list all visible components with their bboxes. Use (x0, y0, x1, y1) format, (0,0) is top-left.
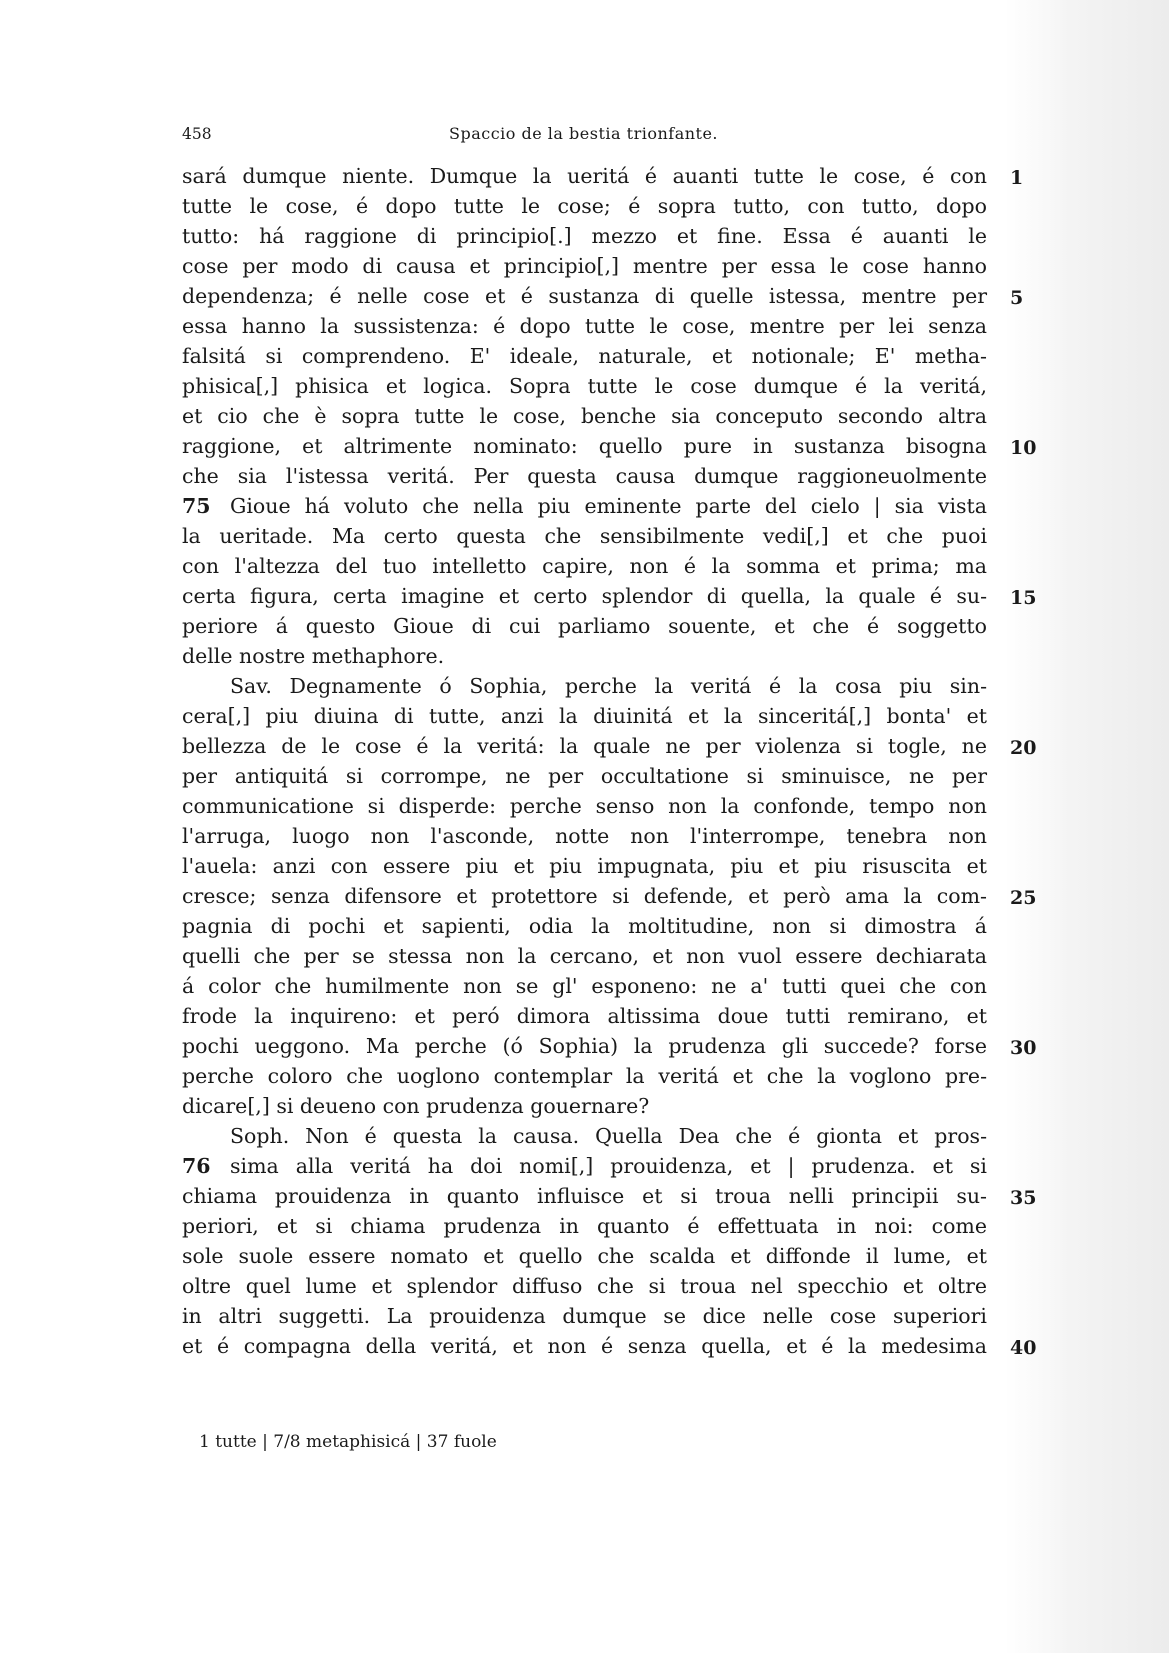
text-line: cose per modo di causa et principio[,] mentre per essa le cose hanno (182, 254, 987, 278)
text-line: certa figura, certa imagine et certo splendor di quella, la quale é su- (182, 584, 987, 608)
text-line: perche coloro che uoglono contemplar la veritá et che la voglono pre- (182, 1064, 987, 1088)
text-line: Gioue há voluto che nella piu eminente parte del cielo | sia vista (230, 494, 987, 518)
text-line: Soph. Non é questa la causa. Quella Dea che é gionta et pros- (230, 1124, 987, 1148)
text-line: periori, et si chiama prudenza in quanto é effettuata in noi: come (182, 1214, 987, 1238)
text-line: dicare[,] si deueno con prudenza gouernare? (182, 1094, 650, 1118)
text-line: con l'altezza del tuo intelletto capire, non é la somma et prima; ma (182, 554, 987, 578)
line-number: 20 (1010, 737, 1037, 759)
text-line: dependenza; é nelle cose et é sustanza di quelle istessa, mentre per (182, 284, 987, 308)
line-number: 35 (1010, 1187, 1037, 1209)
line-number: 15 (1010, 587, 1037, 609)
text-line: pochi ueggono. Ma perche (ó Sophia) la prudenza gli succede? forse (182, 1034, 987, 1058)
text-line: oltre quel lume et splendor diffuso che si troua nel specchio et oltre (182, 1274, 987, 1298)
text-line: chiama prouidenza in quanto influisce et si troua nelli principii su- (182, 1184, 987, 1208)
text-line: essa hanno la sussistenza: é dopo tutte le cose, mentre per lei senza (182, 314, 987, 338)
text-line: tutto: há raggione di principio[.] mezzo et fine. Essa é auanti le (182, 224, 987, 248)
text-line: la ueritade. Ma certo questa che sensibilmente vedi[,] et che puoi (182, 524, 987, 548)
line-number: 1 (1010, 167, 1024, 189)
text-line: che sia l'istessa veritá. Per questa causa dumque raggioneuolmente (182, 464, 987, 488)
text-line: pagnia di pochi et sapienti, odia la moltitudine, non si dimostra á (182, 914, 987, 938)
page-number: 458 (182, 125, 212, 143)
text-line: l'auela: anzi con essere piu et piu impugnata, piu et piu risuscita et (182, 854, 987, 878)
text-line: sará dumque niente. Dumque la ueritá é auanti tutte le cose, é con (182, 164, 987, 188)
margin-reference: 76 (182, 1154, 211, 1178)
text-line: et cio che è sopra tutte le cose, benche sia conceputo secondo altra (182, 404, 987, 428)
text-line: et é compagna della veritá, et non é senza quella, et é la medesima (182, 1334, 987, 1358)
text-line: cera[,] piu diuina di tutte, anzi la diuinitá et la sinceritá[,] bonta' et (182, 704, 987, 728)
text-line: cresce; senza difensore et protettore si defende, et però ama la com- (182, 884, 987, 908)
line-number: 25 (1010, 887, 1037, 909)
line-number: 30 (1010, 1037, 1037, 1059)
text-line: raggione, et altrimente nominato: quello pure in sustanza bisogna (182, 434, 987, 458)
text-line: Sav. Degnamente ó Sophia, perche la veritá é la cosa piu sin- (230, 674, 987, 698)
text-line: delle nostre methaphore. (182, 644, 445, 668)
text-line: falsitá si comprendeno. E' ideale, naturale, et notionale; E' metha- (182, 344, 987, 368)
text-line: l'arruga, luogo non l'asconde, notte non l'interrompe, tenebra non (182, 824, 987, 848)
text-line: bellezza de le cose é la veritá: la quale ne per violenza si togle, ne (182, 734, 987, 758)
scan-edge-shadow (1005, 0, 1169, 1653)
footnote-apparatus: 1 tutte | 7/8 metaphisicá | 37 fuole (199, 1432, 497, 1452)
text-line: frode la inquireno: et peró dimora altissima doue tutti remirano, et (182, 1004, 987, 1028)
line-number: 40 (1010, 1337, 1037, 1359)
text-line: sima alla veritá ha doi nomi[,] prouidenza, et | prudenza. et si (230, 1154, 987, 1178)
text-line: á color che humilmente non se gl' esponeno: ne a' tutti quei che con (182, 974, 987, 998)
text-line: in altri suggetti. La prouidenza dumque se dice nelle cose superiori (182, 1304, 987, 1328)
text-line: phisica[,] phisica et logica. Sopra tutte le cose dumque é la veritá, (182, 374, 987, 398)
running-title: Spaccio de la bestia trionfante. (449, 124, 719, 143)
text-line: tutte le cose, é dopo tutte le cose; é sopra tutto, con tutto, dopo (182, 194, 987, 218)
margin-reference: 75 (182, 494, 211, 518)
text-line: per antiquitá si corrompe, ne per occultatione si sminuisce, ne per (182, 764, 987, 788)
line-number: 10 (1010, 437, 1037, 459)
line-number: 5 (1010, 287, 1024, 309)
text-line: periore á questo Gioue di cui parliamo souente, et che é soggetto (182, 614, 987, 638)
text-line: sole suole essere nomato et quello che scalda et diffonde il lume, et (182, 1244, 987, 1268)
text-line: communicatione si disperde: perche senso non la confonde, tempo non (182, 794, 987, 818)
text-line: quelli che per se stessa non la cercano, et non vuol essere dechiarata (182, 944, 987, 968)
